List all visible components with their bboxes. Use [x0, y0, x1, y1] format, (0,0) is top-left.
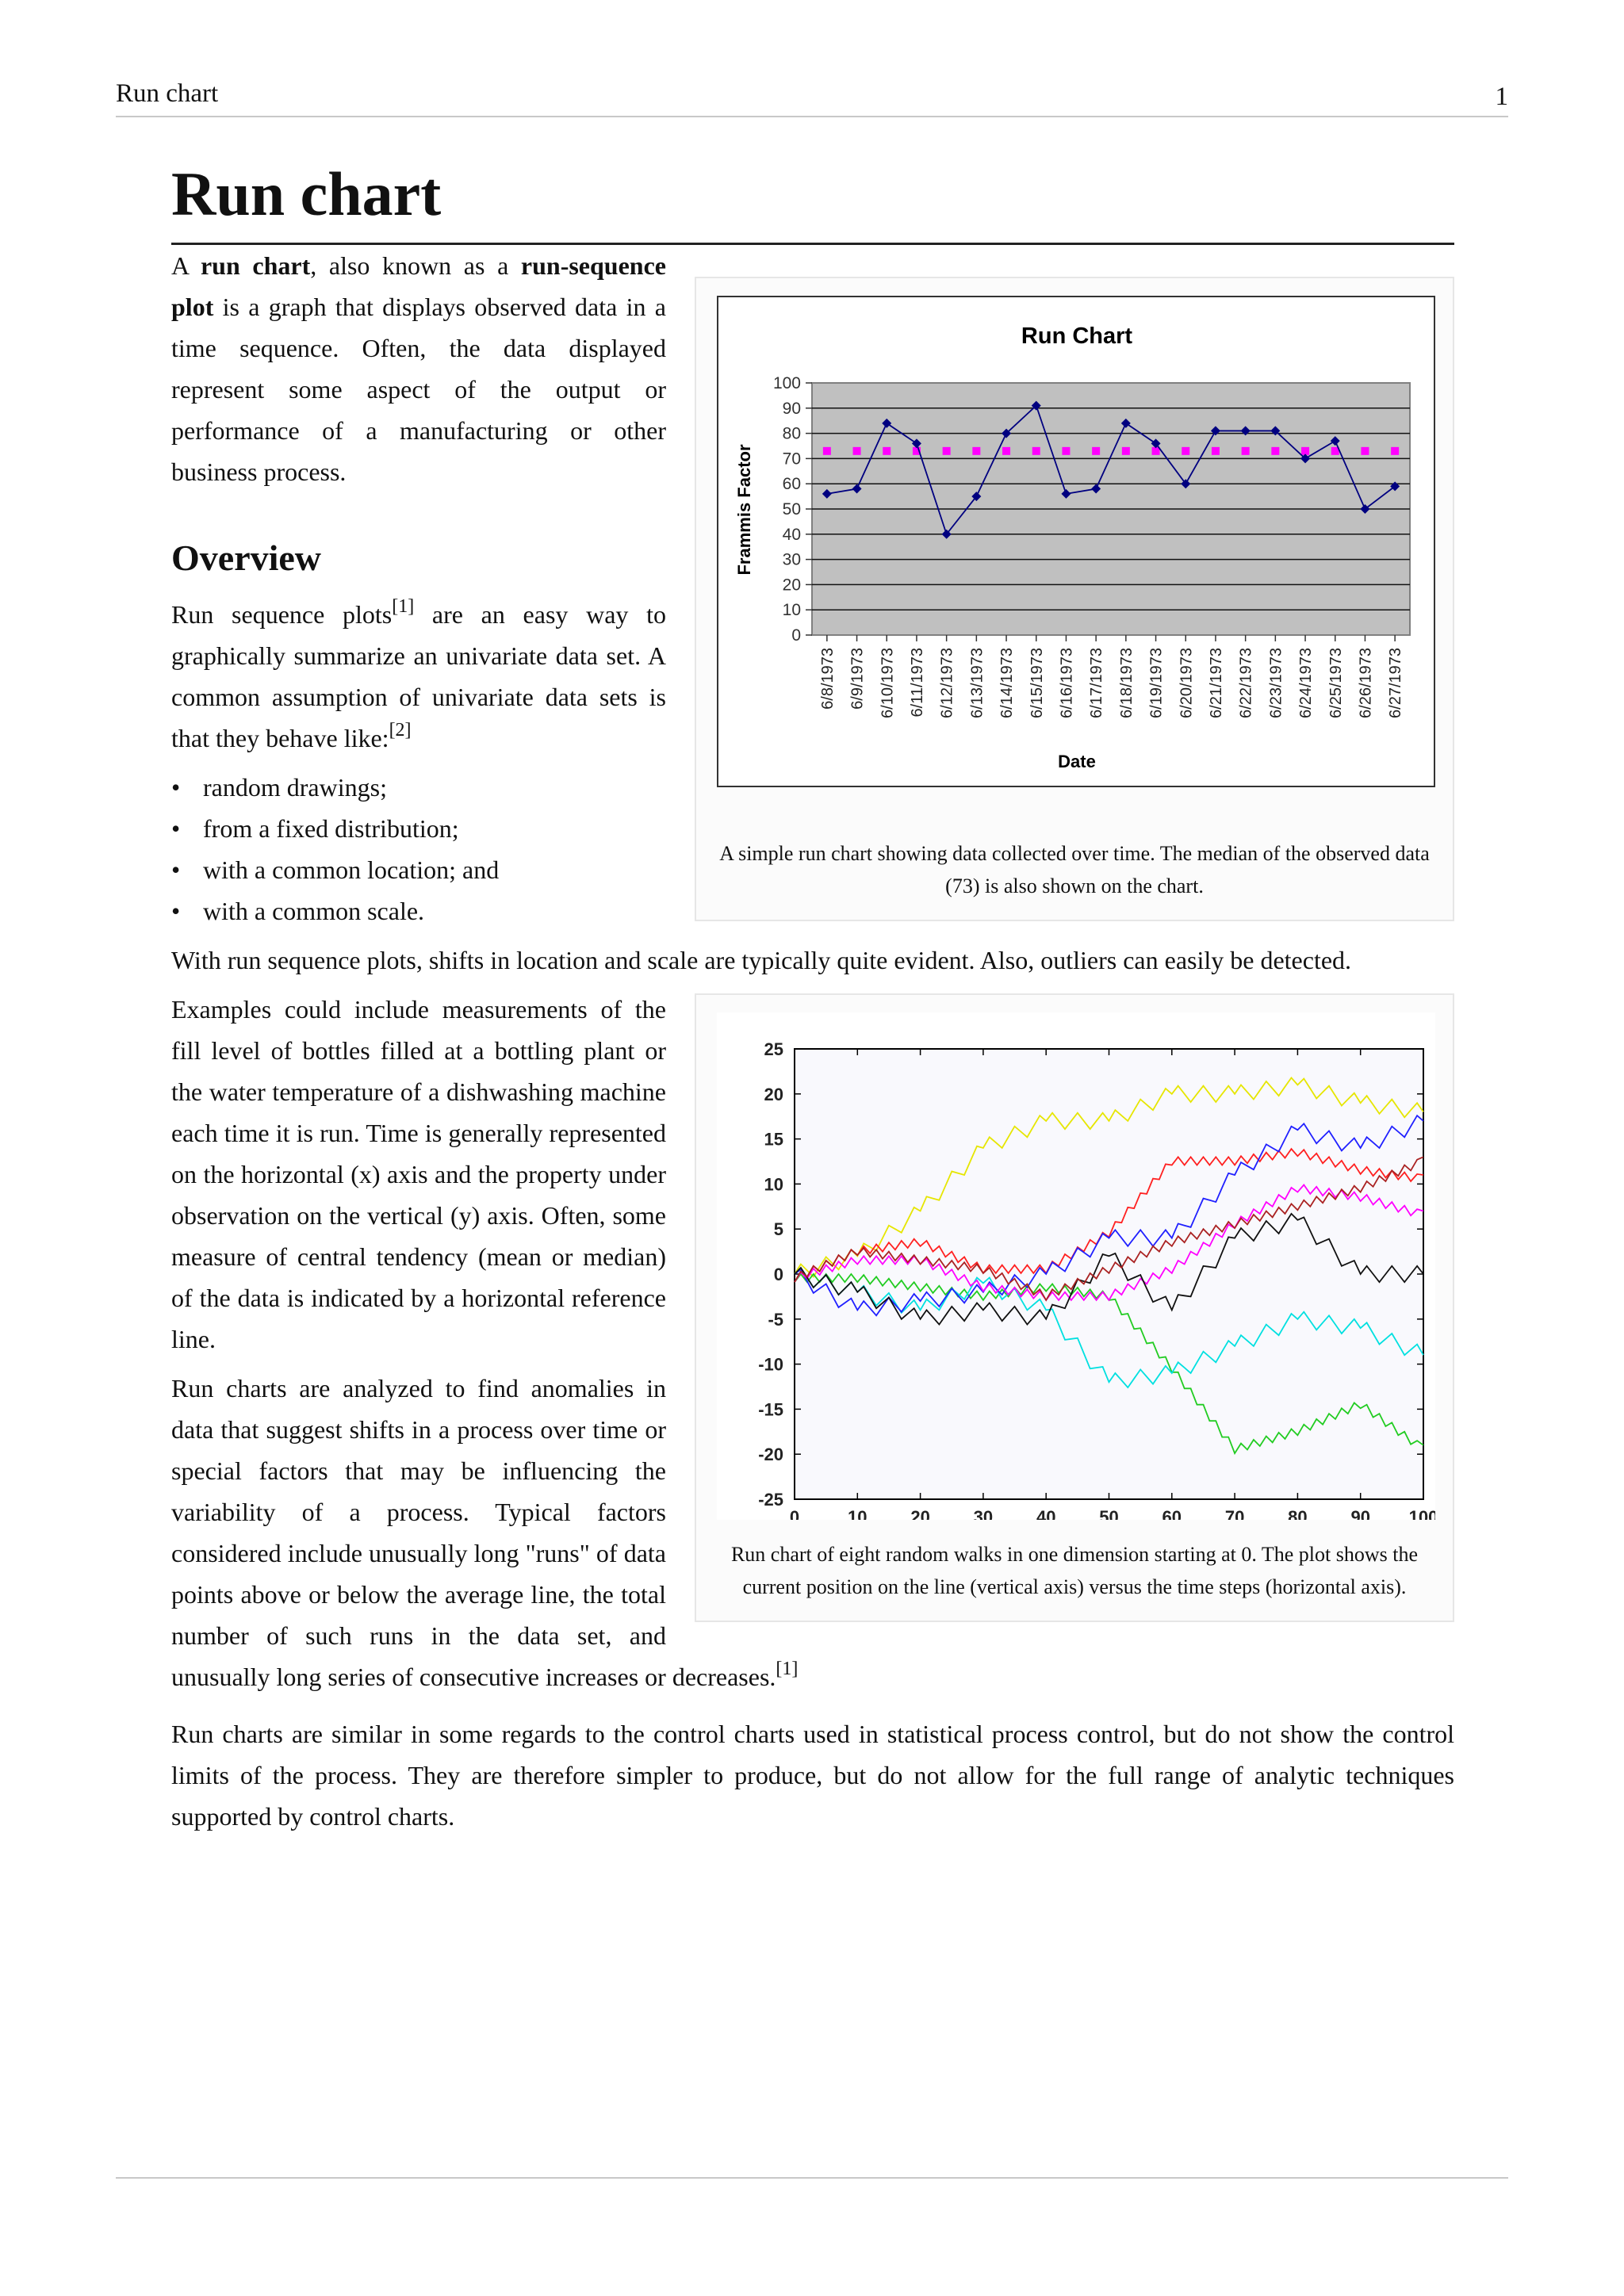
y-tick-label: -15 — [758, 1399, 783, 1420]
assumption-list — [171, 767, 1454, 932]
x-tick-label: 6/11/1973 — [908, 647, 926, 718]
median-marker — [972, 447, 980, 455]
x-tick-label: 10 — [848, 1507, 868, 1521]
median-marker — [1271, 447, 1279, 455]
y-tick-label: 5 — [773, 1219, 783, 1240]
median-marker — [1391, 447, 1399, 455]
x-tick-label: 6/19/1973 — [1147, 647, 1166, 718]
median-marker — [1361, 447, 1369, 455]
x-tick-label: 6/10/1973 — [879, 647, 897, 718]
y-tick-label: -20 — [758, 1445, 783, 1465]
figure-caption: Run chart of eight random walks in one dimension starting at 0. The plot shows the current position on the line (vertical axis) versus the time steps (horizontal axis). — [730, 1543, 1419, 1599]
median-marker — [823, 447, 831, 455]
chart-title: Run Chart — [1021, 323, 1133, 349]
y-tick-label: 80 — [782, 424, 801, 443]
random-walks-svg — [717, 1012, 1435, 1520]
x-tick-label: 6/16/1973 — [1058, 647, 1076, 718]
overview-paragraph-2: With run sequence plots, shifts in location and scale are typically quite evident. Also, outliers can easily be detected. — [171, 946, 1352, 975]
median-marker — [1002, 447, 1010, 455]
x-tick-label: 40 — [1036, 1507, 1056, 1521]
y-tick-label: -25 — [758, 1490, 783, 1510]
x-tick-label: 80 — [1288, 1507, 1308, 1521]
list-item: • random drawings; — [171, 767, 1454, 808]
overview-paragraph-4: Run charts are analyzed to find anomalies in data that suggest shifts in a process over time or special factors that may be influencing the variability of a process. Typical factors considered include unusually long "runs" of data points above or below the average line, the total number of such runs in the data set, and unusually long series of consecutive increases or decreases.[1] — [171, 1374, 799, 1692]
y-tick-label: 70 — [782, 450, 801, 469]
x-tick-label: 6/13/1973 — [968, 647, 986, 718]
median-marker — [1062, 447, 1070, 455]
x-tick-label: 90 — [1350, 1507, 1370, 1521]
x-tick-label: 6/21/1973 — [1207, 647, 1225, 718]
overview-paragraph-3: Examples could include measurements of the fill level of bottles filled at a bottling plant or the water temperature of a dishwashing machine each time it is run. Time is generally represented on the horizontal (x) axis and the property under observation on the vertical (y) axis. Often, some measure of central tendency (mean or median) of the data is indicated by a horizontal reference line. — [171, 995, 666, 1354]
x-tick-label: 60 — [1162, 1507, 1182, 1521]
x-tick-label: 70 — [1224, 1507, 1245, 1521]
article — [171, 159, 1454, 1845]
y-tick-label: 15 — [764, 1129, 783, 1150]
list-item: • with a common location; and — [171, 849, 1454, 890]
x-tick-label: 30 — [973, 1507, 994, 1521]
y-tick-label: 0 — [791, 626, 801, 645]
x-tick-label: 20 — [910, 1507, 930, 1521]
y-tick-label: 10 — [782, 600, 801, 619]
y-tick-label: 20 — [764, 1085, 783, 1105]
x-tick-label: 6/12/1973 — [938, 647, 956, 718]
overview-paragraph-5: Run charts are similar in some regards to the control charts used in statistical process control, but do not show the control limits of the process. They are therefore simpler to produce, but do not allow for the full range of analytic techniques supported by control charts. — [171, 1720, 1454, 1831]
citation-ref[interactable]: [1] — [392, 596, 415, 618]
median-marker — [1032, 447, 1040, 455]
x-tick-label: 6/20/1973 — [1178, 647, 1196, 718]
median-marker — [1182, 447, 1189, 455]
median-marker — [853, 447, 861, 455]
y-tick-label: 50 — [782, 499, 801, 519]
page-header — [116, 79, 1508, 117]
y-tick-label: 100 — [772, 373, 801, 392]
y-tick-label: 60 — [782, 474, 801, 493]
x-tick-label: 0 — [789, 1507, 800, 1521]
page-title: Run chart — [171, 159, 1454, 245]
y-tick-label: 30 — [782, 550, 801, 569]
x-tick-label: 6/18/1973 — [1117, 647, 1136, 718]
y-tick-label: 40 — [782, 525, 801, 544]
intro-paragraph: A run chart, also known as a run-sequence plot is a graph that displays observed data in a time sequence. Often, the data displayed represent some aspect of the output or performance of a manufacturing or other business process. — [171, 251, 666, 486]
x-tick-label: 6/14/1973 — [998, 647, 1017, 718]
y-tick-label: 20 — [782, 576, 801, 595]
x-tick-label: 50 — [1099, 1507, 1119, 1521]
x-axis-label: Date — [1058, 751, 1096, 771]
x-tick-label: 6/22/1973 — [1237, 647, 1255, 718]
y-tick-label: 25 — [764, 1039, 783, 1060]
y-tick-label: -5 — [768, 1310, 783, 1330]
x-tick-label: 6/23/1973 — [1267, 647, 1285, 718]
list-item: • with a common scale. — [171, 890, 1454, 932]
run-chart-svg — [717, 296, 1435, 819]
median-marker — [1092, 447, 1100, 455]
median-marker — [943, 447, 951, 455]
x-tick-label: 6/8/1973 — [818, 647, 837, 710]
header-title: Run chart — [116, 79, 219, 108]
section-heading-overview: Overview — [171, 537, 322, 578]
x-tick-label: 6/17/1973 — [1088, 647, 1106, 718]
x-tick-label: 100 — [1408, 1507, 1435, 1521]
footer-rule — [116, 2177, 1508, 2179]
figure-caption: A simple run chart showing data collected over time. The median of the observed data (73) is also shown on the chart. — [719, 841, 1430, 897]
citation-ref[interactable]: [2] — [389, 720, 412, 741]
y-tick-label: 0 — [773, 1265, 783, 1285]
x-tick-label: 6/15/1973 — [1028, 647, 1046, 718]
y-axis-label: Frammis Factor — [734, 444, 754, 576]
page-number: 1 — [1495, 82, 1508, 111]
x-tick-label: 6/9/1973 — [848, 647, 867, 710]
overview-paragraph-1: Run sequence plots[1] are an easy way to graphically summarize an univariate data set. A common assumption of univariate data sets is that they behave like:[2] — [171, 596, 667, 753]
median-marker — [1122, 447, 1130, 455]
x-tick-label: 6/26/1973 — [1357, 647, 1375, 718]
x-tick-label: 6/27/1973 — [1387, 647, 1405, 718]
median-marker — [1301, 447, 1309, 455]
list-item: • from a fixed distribution; — [171, 808, 1454, 849]
x-tick-label: 6/24/1973 — [1297, 647, 1316, 718]
y-tick-label: -10 — [758, 1354, 783, 1375]
median-marker — [883, 447, 891, 455]
y-tick-label: 90 — [782, 399, 801, 418]
median-marker — [1242, 447, 1250, 455]
figure-random-walks — [695, 993, 1454, 1622]
citation-ref[interactable]: [1] — [776, 1659, 799, 1680]
y-tick-label: 10 — [764, 1174, 783, 1195]
median-marker — [1212, 447, 1220, 455]
x-tick-label: 6/25/1973 — [1327, 647, 1345, 718]
